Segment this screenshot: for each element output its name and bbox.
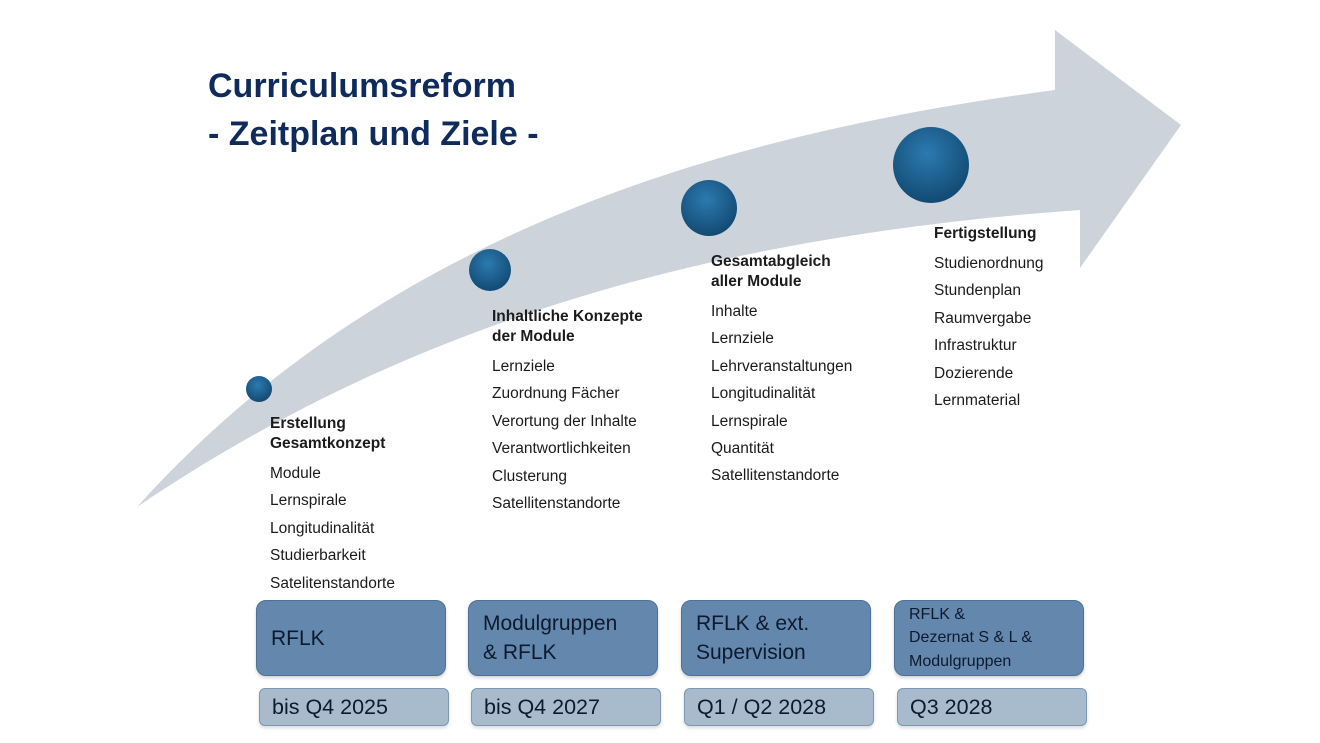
phase-item: Verantwortlichkeiten xyxy=(492,440,631,458)
phase-item: Studienordnung xyxy=(934,255,1044,272)
phase-item: Longitudinalität xyxy=(711,385,816,403)
phase-item: Stundenplan xyxy=(934,282,1022,300)
phase-item: Zuordnung Fächer xyxy=(492,385,620,403)
phase-heading-line: Inhaltliche Konzepte xyxy=(492,308,643,325)
phase-3-heading xyxy=(711,252,852,292)
title-line-1: Curriculumsreform xyxy=(208,67,516,105)
phase-4-text xyxy=(934,224,1043,414)
responsible-box-3 xyxy=(681,600,871,676)
phase-item: Infrastruktur xyxy=(934,337,1017,355)
phase-2-heading xyxy=(492,307,643,347)
responsible-box-1 xyxy=(256,600,446,676)
phase-item: Verortung der Inhalte xyxy=(492,412,637,430)
milestone-dot-2 xyxy=(469,249,511,291)
timeframe-box-1: bis Q4 2025 xyxy=(259,688,449,726)
responsible-text xyxy=(909,603,1032,674)
responsible-line: RFLK & xyxy=(909,605,966,623)
phase-item: Lernspirale xyxy=(711,412,788,430)
phase-item: Lehrveranstaltungen xyxy=(711,357,853,375)
responsible-line: RFLK & ext. xyxy=(696,612,810,635)
phase-item: Longitudinalität xyxy=(270,519,375,537)
milestone-dot-4 xyxy=(893,127,969,203)
phase-heading-line: Erstellung xyxy=(270,415,346,432)
phase-1-text xyxy=(270,414,395,597)
responsible-line: Modulgruppen xyxy=(483,612,618,635)
phase-item: Satellitenstandorte xyxy=(492,495,621,513)
phase-heading-line: Fertigstellung xyxy=(934,225,1037,242)
phase-item: Raumvergabe xyxy=(934,309,1032,327)
phase-item: Lernmaterial xyxy=(934,392,1021,410)
timeframe-box-4: Q3 2028 xyxy=(897,688,1087,726)
phase-item: Satellitenstandorte xyxy=(711,467,840,485)
phase-item: Lernziele xyxy=(492,358,555,375)
responsible-line: & RFLK xyxy=(483,641,557,664)
phase-item: Module xyxy=(270,465,321,482)
responsible-text xyxy=(271,624,325,653)
phase-item: Lernspirale xyxy=(270,492,347,510)
phase-item: Studierbarkeit xyxy=(270,547,366,565)
responsible-text xyxy=(696,609,809,667)
timeframe-box-2: bis Q4 2027 xyxy=(471,688,661,726)
phase-2-text xyxy=(492,307,643,517)
phase-1-heading xyxy=(270,414,395,454)
milestone-dot-3 xyxy=(681,180,737,236)
phase-heading-line: Gesamtkonzept xyxy=(270,435,386,452)
phase-item: Quantität xyxy=(711,440,774,458)
timeframe-box-3: Q1 / Q2 2028 xyxy=(684,688,874,726)
phase-heading-line: Gesamtabgleich xyxy=(711,253,831,270)
responsible-line: RFLK xyxy=(271,626,325,650)
page-title xyxy=(208,62,539,158)
phase-4-heading xyxy=(934,224,1043,244)
phase-item: Inhalte xyxy=(711,303,758,320)
milestone-dot-1 xyxy=(246,376,272,402)
phase-item: Clusterung xyxy=(492,467,567,485)
phase-heading-line: der Module xyxy=(492,328,575,345)
responsible-line: Dezernat S & L & xyxy=(909,629,1033,647)
responsible-text xyxy=(483,609,617,667)
phase-item: Lernziele xyxy=(711,330,774,348)
responsible-box-2 xyxy=(468,600,658,676)
responsible-box-4 xyxy=(894,600,1084,676)
title-line-2: - Zeitplan und Ziele - xyxy=(208,115,539,153)
phase-heading-line: aller Module xyxy=(711,273,802,290)
responsible-line: Modulgruppen xyxy=(909,652,1012,670)
phase-3-text xyxy=(711,252,852,490)
phase-item: Dozierende xyxy=(934,364,1014,382)
phase-item: Satelitenstandorte xyxy=(270,574,395,592)
responsible-line: Supervision xyxy=(696,641,806,664)
